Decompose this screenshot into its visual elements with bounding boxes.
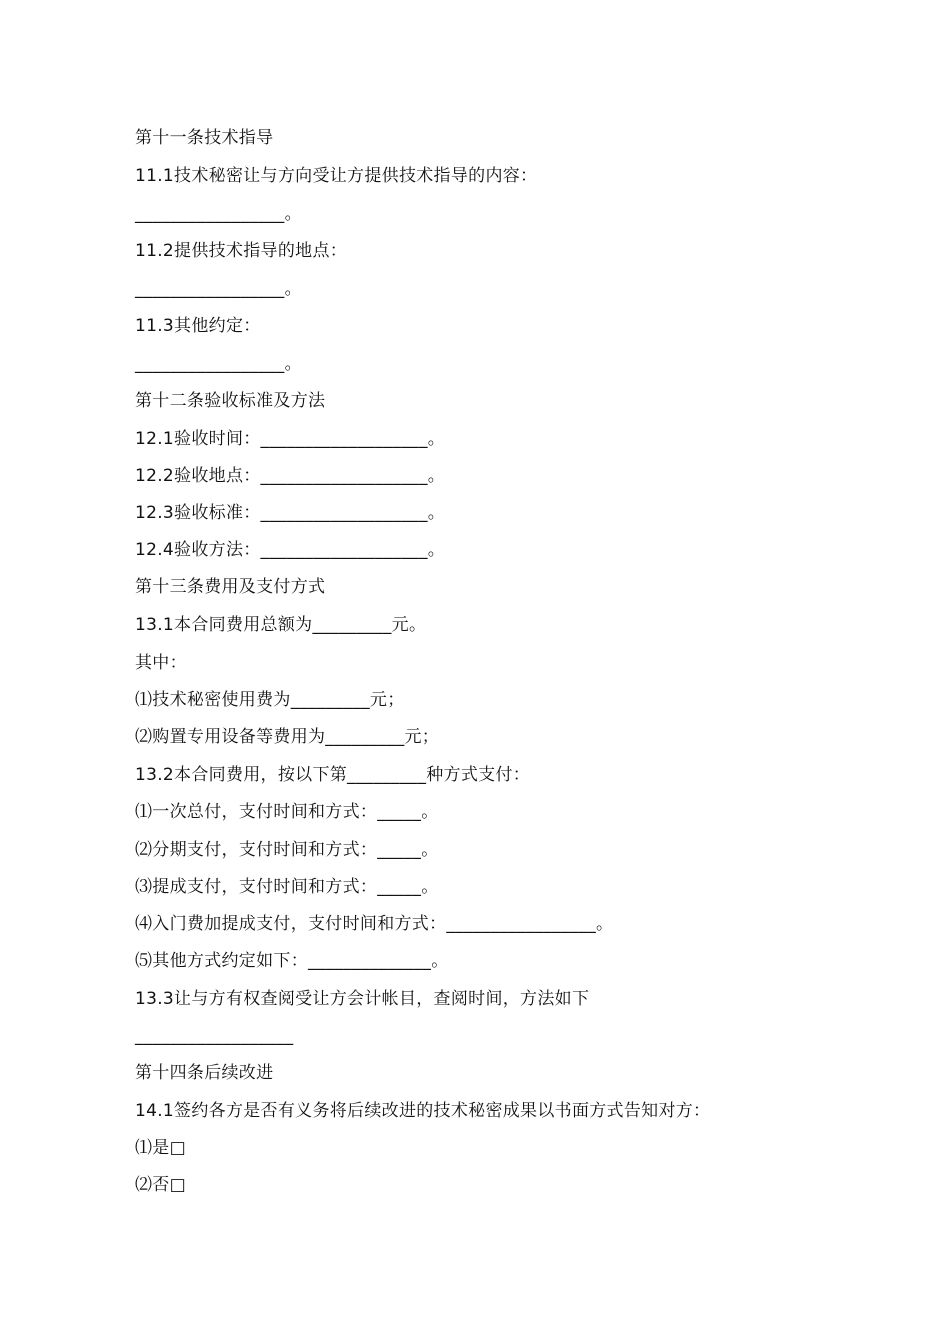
clause-13-3-blank: __________________ <box>135 1026 294 1046</box>
clause-14-1: 14.1签约各方是否有义务将后续改进的技术秘密成果以书面方式告知对方： <box>135 1101 711 1121</box>
clause-12-3: 12.3验收标准：___________________。 <box>135 503 446 523</box>
clause-12-2: 12.2验收地点：___________________。 <box>135 466 446 486</box>
clause-11-1-blank: _________________。 <box>135 204 302 224</box>
article-11-heading: 第十一条技术指导 <box>135 128 274 148</box>
clause-11-3-text: 11.3其他约定： <box>135 316 261 336</box>
clause-13-3: 13.3让与方有权查阅受让方会计帐目，查阅时间，方法如下 <box>135 989 590 1009</box>
article-13-heading: 第十三条费用及支付方式 <box>135 577 326 597</box>
payment-option-5: ⑸其他方式约定如下：______________。 <box>135 951 449 971</box>
clause-11-3-blank: _________________。 <box>135 354 302 374</box>
clause-12-1: 12.1验收时间：___________________。 <box>135 429 446 449</box>
fee-item-2: ⑵购置专用设备等费用为_________元； <box>135 727 440 747</box>
clause-11-1-text: 11.1技术秘密让与方向受让方提供技术指导的内容： <box>135 166 538 186</box>
clause-11-2-blank: _________________。 <box>135 279 302 299</box>
of-which-label: 其中： <box>135 653 187 673</box>
payment-option-1: ⑴一次总付，支付时间和方式：_____。 <box>135 802 439 822</box>
article-14-heading: 第十四条后续改进 <box>135 1063 274 1083</box>
clause-11-2-text: 11.2提供技术指导的地点： <box>135 241 348 261</box>
payment-option-4: ⑷入门费加提成支付，支付时间和方式：_________________。 <box>135 914 614 934</box>
payment-option-3: ⑶提成支付，支付时间和方式：_____。 <box>135 877 439 897</box>
option-no-checkbox: ⑵否□ <box>135 1175 186 1195</box>
clause-13-2: 13.2本合同费用，按以下第_________种方式支付： <box>135 765 531 785</box>
option-yes-checkbox: ⑴是□ <box>135 1138 186 1158</box>
clause-13-1: 13.1本合同费用总额为_________元。 <box>135 615 427 635</box>
clause-12-4: 12.4验收方法：___________________。 <box>135 540 446 560</box>
article-12-heading: 第十二条验收标准及方法 <box>135 391 326 411</box>
payment-option-2: ⑵分期支付，支付时间和方式：_____。 <box>135 840 439 860</box>
fee-item-1: ⑴技术秘密使用费为_________元； <box>135 690 405 710</box>
